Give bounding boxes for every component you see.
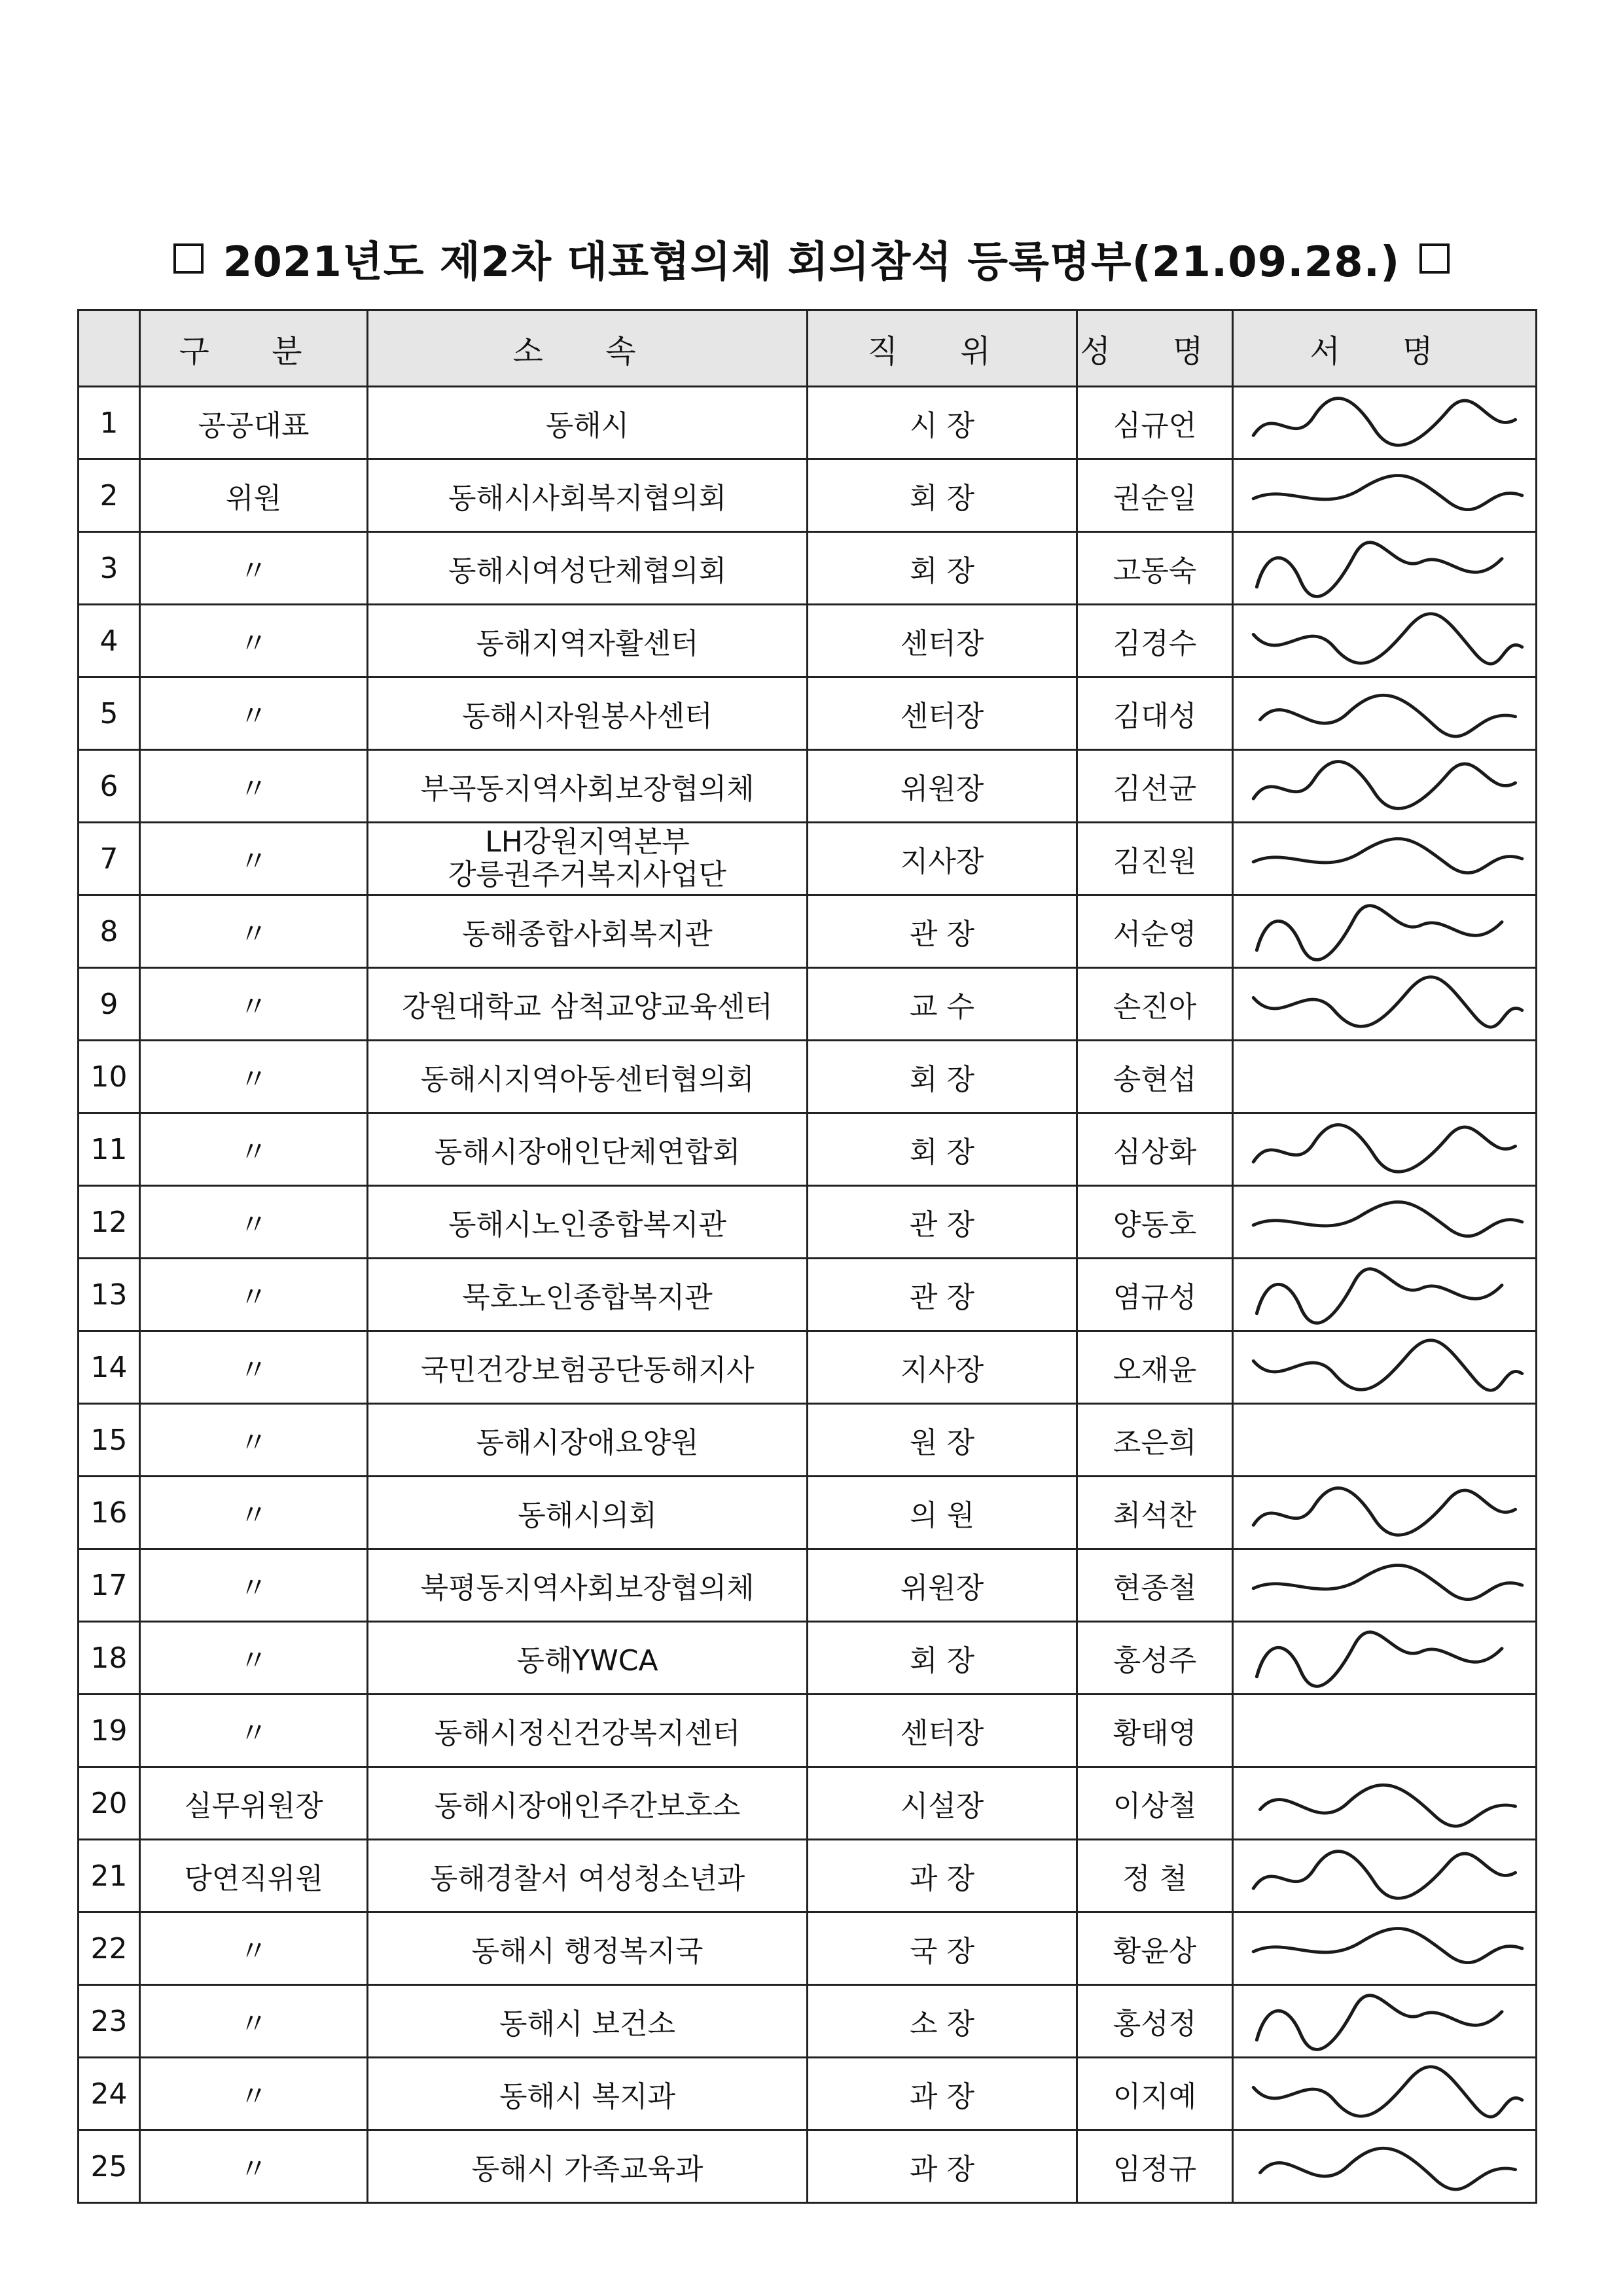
row-affiliation: 동해시 행정복지국: [368, 1912, 808, 1985]
row-name: 김경수: [1077, 605, 1233, 677]
row-position: 소 장: [808, 1985, 1077, 2058]
row-name: 송현섭: [1077, 1041, 1233, 1113]
row-position: 회 장: [808, 1113, 1077, 1186]
row-name: 염규성: [1077, 1259, 1233, 1331]
row-signature: [1233, 1113, 1537, 1186]
table-row: [79, 1840, 1537, 1912]
table-row: [79, 1549, 1537, 1622]
row-number: 20: [79, 1767, 140, 1840]
signature-icon: [1247, 1118, 1529, 1181]
row-name: 홍성주: [1077, 1622, 1233, 1695]
row-affiliation: 부곡동지역사회보장협의체: [368, 750, 808, 823]
row-name: 김대성: [1077, 677, 1233, 750]
table-row: [79, 895, 1537, 968]
row-category: 〃: [140, 968, 368, 1041]
row-category: 공공대표: [140, 387, 368, 459]
row-position: 회 장: [808, 459, 1077, 532]
row-category: 〃: [140, 532, 368, 605]
table-row: [79, 1695, 1537, 1767]
row-affiliation-line1: LH강원지역본부: [485, 825, 690, 859]
row-category: 〃: [140, 2058, 368, 2130]
row-position: 관 장: [808, 1259, 1077, 1331]
signature-icon: [1247, 464, 1529, 527]
table-row: [79, 1622, 1537, 1695]
row-number: 5: [79, 677, 140, 750]
row-signature: [1233, 2130, 1537, 2203]
row-signature: [1233, 1549, 1537, 1622]
row-number: 23: [79, 1985, 140, 2058]
row-category: 〃: [140, 1622, 368, 1695]
row-name: 심규언: [1077, 387, 1233, 459]
row-affiliation: 동해시: [368, 387, 808, 459]
row-affiliation: 동해시장애인단체연합회: [368, 1113, 808, 1186]
row-affiliation: 동해종합사회복지관: [368, 895, 808, 968]
title-right-box: [1419, 243, 1450, 274]
row-number: 18: [79, 1622, 140, 1695]
table-row: [79, 2058, 1537, 2130]
signature-icon: [1247, 1554, 1529, 1617]
row-affiliation: 동해시 가족교육과: [368, 2130, 808, 2203]
row-signature: [1233, 1477, 1537, 1549]
row-number: 13: [79, 1259, 140, 1331]
row-name: 정 철: [1077, 1840, 1233, 1912]
row-category: 〃: [140, 1695, 368, 1767]
row-signature: [1233, 387, 1537, 459]
signature-icon: [1247, 1191, 1529, 1253]
row-signature: [1233, 1041, 1537, 1113]
row-signature: [1233, 895, 1537, 968]
row-number: 16: [79, 1477, 140, 1549]
row-number: 1: [79, 387, 140, 459]
row-name: 이지예: [1077, 2058, 1233, 2130]
row-position: 시설장: [808, 1767, 1077, 1840]
row-number: 22: [79, 1912, 140, 1985]
row-position: 의 원: [808, 1477, 1077, 1549]
table-row: [79, 823, 1537, 895]
table-row: [79, 1186, 1537, 1259]
table-row: [79, 532, 1537, 605]
row-category: 〃: [140, 2130, 368, 2203]
row-name: 김선균: [1077, 750, 1233, 823]
row-name: 조은희: [1077, 1404, 1233, 1477]
row-affiliation: 동해경찰서 여성청소년과: [368, 1840, 808, 1912]
table-row: [79, 1331, 1537, 1404]
row-signature: [1233, 1404, 1537, 1477]
row-name: 김진원: [1077, 823, 1233, 895]
row-name: 손진아: [1077, 968, 1233, 1041]
row-affiliation: 동해지역자활센터: [368, 605, 808, 677]
row-number: 25: [79, 2130, 140, 2203]
row-name: 서순영: [1077, 895, 1233, 968]
row-position: 센터장: [808, 605, 1077, 677]
row-number: 21: [79, 1840, 140, 1912]
row-name: 황윤상: [1077, 1912, 1233, 1985]
row-category: 실무위원장: [140, 1767, 368, 1840]
table-row: [79, 750, 1537, 823]
row-number: 12: [79, 1186, 140, 1259]
row-number: 19: [79, 1695, 140, 1767]
row-category: 〃: [140, 1331, 368, 1404]
row-category: 〃: [140, 1549, 368, 1622]
row-position: 센터장: [808, 677, 1077, 750]
row-category: 〃: [140, 750, 368, 823]
table-row: [79, 459, 1537, 532]
signature-icon: [1247, 1990, 1529, 2053]
table-row: [79, 1404, 1537, 1477]
row-position: 위원장: [808, 1549, 1077, 1622]
signature-icon: [1247, 973, 1529, 1035]
table-row: [79, 1912, 1537, 1985]
row-affiliation: 동해시사회복지협의회: [368, 459, 808, 532]
signature-icon: [1247, 1772, 1529, 1835]
row-affiliation: 동해시자원봉사센터: [368, 677, 808, 750]
row-name: 이상철: [1077, 1767, 1233, 1840]
row-position: 지사장: [808, 1331, 1077, 1404]
signature-icon: [1247, 1481, 1529, 1544]
title-left-box: [173, 243, 204, 274]
header-name: 성 명: [1077, 310, 1233, 387]
row-number: 4: [79, 605, 140, 677]
row-number: 2: [79, 459, 140, 532]
row-signature: [1233, 459, 1537, 532]
row-category: 〃: [140, 1113, 368, 1186]
row-number: 7: [79, 823, 140, 895]
table-row: [79, 968, 1537, 1041]
signature-icon: [1247, 1263, 1529, 1326]
table-row: [79, 1113, 1537, 1186]
row-position: 국 장: [808, 1912, 1077, 1985]
row-signature: [1233, 532, 1537, 605]
signature-icon: [1247, 2062, 1529, 2125]
row-number: 10: [79, 1041, 140, 1113]
page-title: [98, 223, 1525, 295]
row-position: 교 수: [808, 968, 1077, 1041]
row-position: 위원장: [808, 750, 1077, 823]
row-category: 〃: [140, 823, 368, 895]
row-signature: [1233, 1331, 1537, 1404]
row-affiliation: 국민건강보험공단동해지사: [368, 1331, 808, 1404]
signature-icon: [1247, 2135, 1529, 2198]
row-number: 15: [79, 1404, 140, 1477]
row-affiliation: 동해시장애요양원: [368, 1404, 808, 1477]
row-position: 과 장: [808, 2058, 1077, 2130]
table-row: [79, 605, 1537, 677]
row-name: 양동호: [1077, 1186, 1233, 1259]
row-number: 8: [79, 895, 140, 968]
row-position: 회 장: [808, 1041, 1077, 1113]
attendance-table: [77, 309, 1537, 2204]
signature-icon: [1247, 1336, 1529, 1399]
row-affiliation: 동해시의회: [368, 1477, 808, 1549]
header-signature: 서 명: [1233, 310, 1537, 387]
row-number: 24: [79, 2058, 140, 2130]
row-position: 센터장: [808, 1695, 1077, 1767]
row-category: 〃: [140, 677, 368, 750]
row-number: 6: [79, 750, 140, 823]
row-signature: [1233, 677, 1537, 750]
row-category: 〃: [140, 1259, 368, 1331]
signature-icon: [1247, 900, 1529, 963]
row-number: 9: [79, 968, 140, 1041]
table-row: [79, 1767, 1537, 1840]
signature-icon: [1247, 682, 1529, 745]
row-category: 〃: [140, 1041, 368, 1113]
row-name: 임정규: [1077, 2130, 1233, 2203]
signature-icon: [1247, 827, 1529, 890]
row-affiliation: 동해시 보건소: [368, 1985, 808, 2058]
row-name: 심상화: [1077, 1113, 1233, 1186]
row-affiliation: 동해시 복지과: [368, 2058, 808, 2130]
row-number: 11: [79, 1113, 140, 1186]
row-position: 원 장: [808, 1404, 1077, 1477]
table-row: [79, 1041, 1537, 1113]
row-category: 〃: [140, 1985, 368, 2058]
table-row: [79, 677, 1537, 750]
row-affiliation: 동해시지역아동센터협의회: [368, 1041, 808, 1113]
row-signature: [1233, 1622, 1537, 1695]
row-name: 최석찬: [1077, 1477, 1233, 1549]
row-affiliation: 동해YWCA: [368, 1622, 808, 1695]
row-number: 17: [79, 1549, 140, 1622]
signature-icon: [1247, 609, 1529, 672]
row-name: 고동숙: [1077, 532, 1233, 605]
row-signature: [1233, 1259, 1537, 1331]
row-signature: [1233, 605, 1537, 677]
row-name: 황태영: [1077, 1695, 1233, 1767]
header-category: 구 분: [140, 310, 368, 387]
row-category: 〃: [140, 605, 368, 677]
row-position: 회 장: [808, 1622, 1077, 1695]
row-number: 3: [79, 532, 140, 605]
row-category: 〃: [140, 1912, 368, 1985]
row-signature: [1233, 1912, 1537, 1985]
table-row: [79, 2130, 1537, 2203]
row-affiliation: 묵호노인종합복지관: [368, 1259, 808, 1331]
row-signature: [1233, 823, 1537, 895]
row-signature: [1233, 1186, 1537, 1259]
title-text: 2021년도 제2차 대표협의체 회의참석 등록명부(21.09.28.): [223, 238, 1400, 287]
row-position: 시 장: [808, 387, 1077, 459]
header-position: 직 위: [808, 310, 1077, 387]
table-header-row: [79, 310, 1537, 387]
row-signature: [1233, 1767, 1537, 1840]
table-row: [79, 1259, 1537, 1331]
row-position: 과 장: [808, 1840, 1077, 1912]
row-category: 〃: [140, 1186, 368, 1259]
signature-icon: [1247, 391, 1529, 454]
row-signature: [1233, 1985, 1537, 2058]
signature-icon: [1247, 1626, 1529, 1689]
row-category: 〃: [140, 1404, 368, 1477]
row-name: 현종철: [1077, 1549, 1233, 1622]
row-position: 과 장: [808, 2130, 1077, 2203]
row-affiliation: 북평동지역사회보장협의체: [368, 1549, 808, 1622]
row-category: 당연직위원: [140, 1840, 368, 1912]
row-signature: [1233, 750, 1537, 823]
header-no: [79, 310, 140, 387]
header-affiliation: 소 속: [368, 310, 808, 387]
row-affiliation: 강원대학교 삼척교양교육센터: [368, 968, 808, 1041]
row-position: 관 장: [808, 1186, 1077, 1259]
row-category: 위원: [140, 459, 368, 532]
row-affiliation: [368, 823, 808, 895]
row-position: 지사장: [808, 823, 1077, 895]
row-affiliation-line2: 강릉권주거복지사업단: [448, 858, 727, 891]
table-body: [79, 387, 1537, 2203]
row-category: 〃: [140, 895, 368, 968]
row-name: 홍성정: [1077, 1985, 1233, 2058]
signature-icon: [1247, 537, 1529, 600]
signature-icon: [1247, 1844, 1529, 1907]
signature-icon: [1247, 1917, 1529, 1980]
row-number: 14: [79, 1331, 140, 1404]
row-affiliation: 동해시정신건강복지센터: [368, 1695, 808, 1767]
row-position: 회 장: [808, 532, 1077, 605]
row-signature: [1233, 968, 1537, 1041]
row-name: 권순일: [1077, 459, 1233, 532]
row-affiliation: 동해시여성단체협의회: [368, 532, 808, 605]
row-affiliation: 동해시노인종합복지관: [368, 1186, 808, 1259]
table-row: [79, 387, 1537, 459]
row-position: 관 장: [808, 895, 1077, 968]
row-affiliation: 동해시장애인주간보호소: [368, 1767, 808, 1840]
row-signature: [1233, 1695, 1537, 1767]
signature-icon: [1247, 755, 1529, 817]
row-name: 오재윤: [1077, 1331, 1233, 1404]
row-category: 〃: [140, 1477, 368, 1549]
row-signature: [1233, 1840, 1537, 1912]
row-signature: [1233, 2058, 1537, 2130]
table-row: [79, 1477, 1537, 1549]
table-row: [79, 1985, 1537, 2058]
